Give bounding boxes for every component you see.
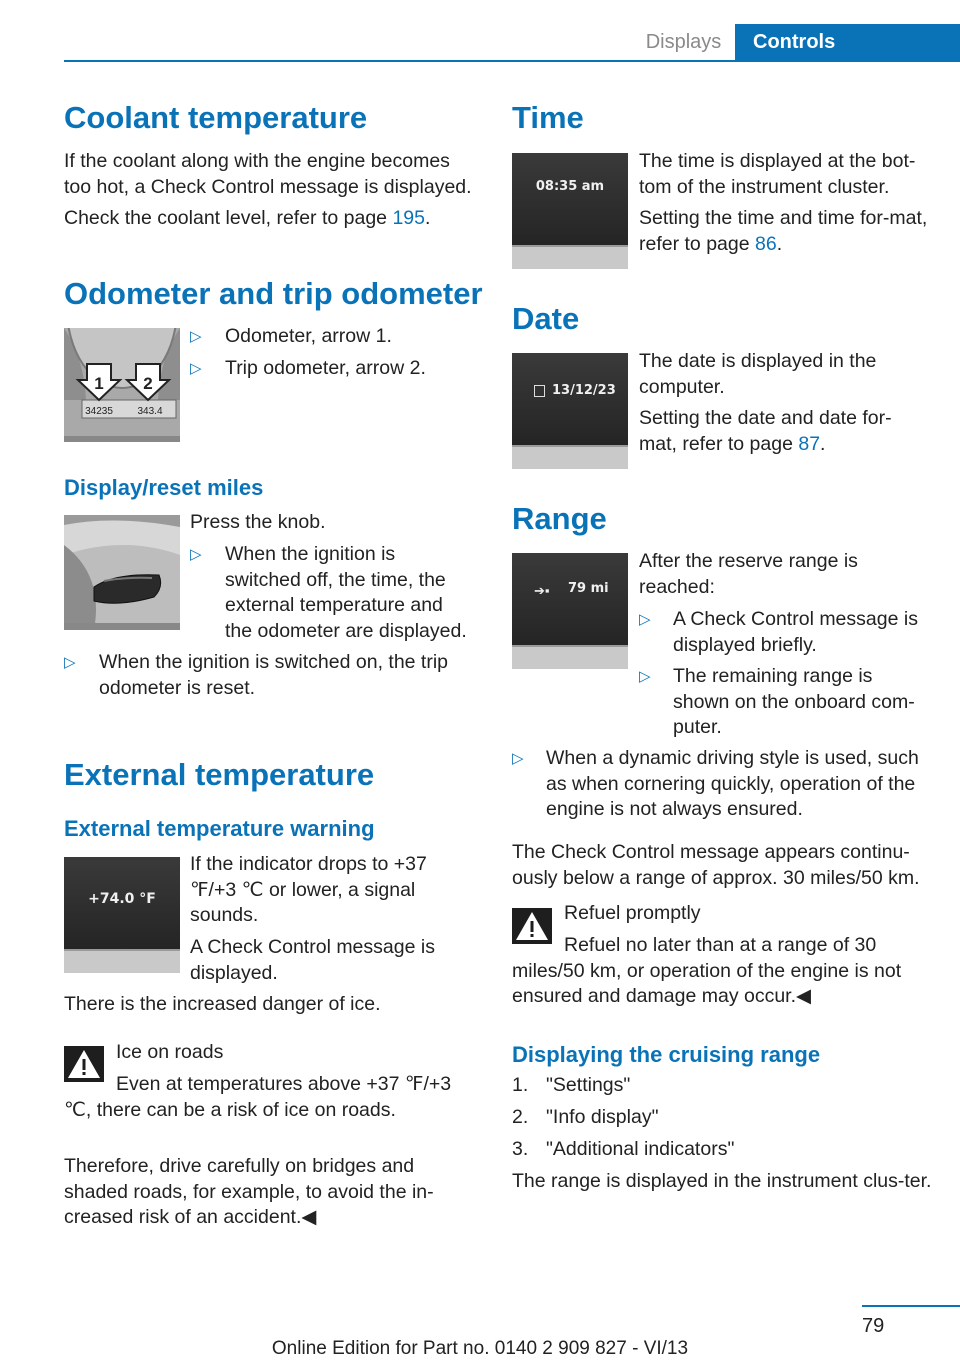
time-display-image	[512, 153, 628, 269]
external-temperature-paragraph-3: There is the increased danger of ice.	[64, 993, 381, 1015]
odometer-heading: Odometer and trip odometer	[64, 276, 483, 311]
range-display-image	[512, 553, 628, 669]
list-item: 2. "Info display"	[512, 1106, 659, 1128]
triangle-bullet-icon: ▷	[512, 750, 524, 767]
external-temperature-paragraph-1: If the indicator drops to +37 ℉/+3 ℃ or lower, a signal sounds.	[190, 853, 427, 926]
list-item: ▷ When the ignition is switched on, the trip odometer is reset.	[64, 651, 449, 699]
external-temperature-display-image	[64, 857, 180, 973]
range-paragraph-1: After the reserve range is reached:	[639, 550, 858, 598]
range-heading: Range	[512, 501, 607, 536]
date-paragraph-1: The date is displayed in the computer.	[639, 350, 877, 398]
reset-paragraph: Press the knob.	[190, 511, 326, 533]
arrow-2-label: 2	[143, 374, 153, 393]
page-link-195[interactable]: 195	[392, 207, 425, 229]
list-item: ▷ When the ignition is switched off, the time, the external temperature and the odometer are displayed.	[190, 543, 467, 642]
list-item: 1. "Settings"	[512, 1074, 631, 1096]
temperature-readout: +74.0 °F	[88, 891, 156, 907]
trip-value: 343.4	[137, 406, 163, 417]
date-paragraph-2: Setting the date and date for‐mat, refer to page 87.	[639, 407, 892, 455]
triangle-bullet-icon: ▷	[190, 360, 202, 377]
cruising-range-heading: Displaying the cruising range	[512, 1042, 821, 1067]
time-paragraph-2: Setting the time and time for‐mat, refer to page 86.	[639, 207, 928, 255]
time-paragraph-1: The time is displayed at the bot‐tom of the instrument cluster.	[639, 150, 916, 198]
arrow-1-label: 1	[94, 374, 104, 393]
triangle-bullet-icon: ▷	[190, 546, 202, 563]
external-temperature-warning-heading: External temperature warning	[64, 816, 375, 841]
refuel-warning-paragraph: Refuel no later than at a range of 30 miles/50 km, or operation of the engine is not ensured and damage may occur.◀	[512, 934, 902, 1007]
time-readout: 08:35 am	[535, 179, 605, 194]
calendar-icon	[534, 385, 545, 397]
triangle-bullet-icon: ▷	[64, 654, 76, 671]
date-display-image	[512, 353, 628, 469]
refuel-warning-title: Refuel promptly	[564, 902, 701, 924]
time-heading: Time	[512, 100, 584, 135]
header-rule	[64, 60, 960, 62]
footer-edition: Online Edition for Part no. 0140 2 909 827 - VI/13	[271, 1338, 689, 1359]
triangle-bullet-icon: ▷	[639, 611, 651, 628]
odometer-value: 34235	[85, 406, 113, 417]
coolant-paragraph-1: If the coolant along with the engine becomes too hot, a Check Control message is displayed.	[64, 150, 472, 198]
tab-controls: Controls	[735, 24, 960, 60]
cruising-range-paragraph: The range is displayed in the instrument clus‐ter.	[512, 1170, 932, 1192]
list-item: ▷ When a dynamic driving style is used, such as when cornering quickly, operation of the engine is not always ensured.	[512, 747, 919, 820]
tab-displays: Displays	[645, 31, 722, 53]
page-number: 79	[862, 1315, 885, 1337]
ice-warning-paragraph-1: Even at temperatures above +37 ℉/+3 ℃, there can be a risk of ice on roads.	[64, 1073, 452, 1121]
odometer-image	[64, 328, 180, 442]
ice-warning-title: Ice on roads	[116, 1041, 224, 1063]
list-item: ▷ Trip odometer, arrow 2.	[190, 356, 470, 382]
coolant-heading: Coolant temperature	[64, 100, 368, 135]
list-item: ▷ Odometer, arrow 1.	[190, 324, 470, 350]
page-link-87[interactable]: 87	[798, 432, 821, 455]
reset-miles-heading: Display/reset miles	[64, 475, 264, 500]
range-readout: 79 mi	[568, 581, 609, 596]
triangle-bullet-icon: ▷	[639, 668, 651, 685]
page-link-86[interactable]: 86	[755, 232, 777, 255]
date-readout: 13/12/23	[552, 383, 616, 398]
fuel-pump-icon: ➔▪	[534, 583, 550, 598]
list-item: 3. "Additional indicators"	[512, 1138, 735, 1160]
list-item: ▷ A Check Control message is displayed briefly.	[639, 608, 918, 656]
external-temperature-paragraph-2: A Check Control message is displayed.	[190, 936, 435, 984]
footer-rule	[862, 1305, 960, 1307]
external-temperature-heading: External temperature	[64, 757, 375, 792]
ice-warning-paragraph-2: Therefore, drive carefully on bridges and shaded roads, for example, to avoid the in‐creased risk of an accident.◀	[64, 1155, 434, 1228]
list-item: ▷ The remaining range is shown on the onboard com‐puter.	[639, 665, 915, 738]
coolant-paragraph-2: Check the coolant level, refer to page 195.	[64, 207, 431, 229]
reset-knob-image	[64, 515, 180, 630]
date-heading: Date	[512, 301, 580, 336]
triangle-bullet-icon: ▷	[190, 328, 202, 345]
range-paragraph-2: The Check Control message appears continu‐ously below a range of approx. 30 miles/50 km.	[512, 841, 920, 889]
